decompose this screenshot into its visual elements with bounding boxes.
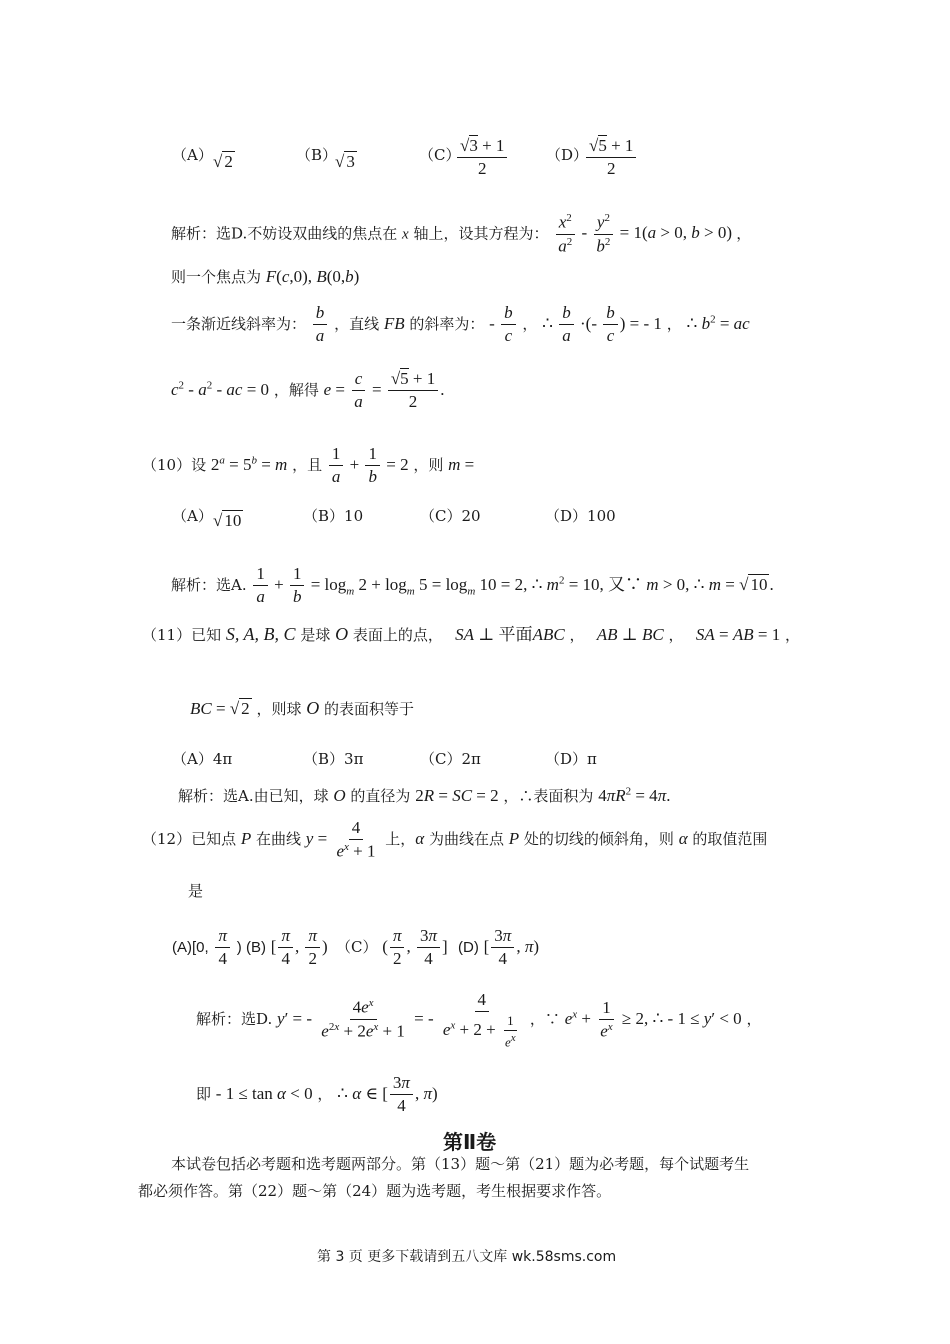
part-ii-paragraph-line2: 都必须作答。第（22）题～第（24）题为选考题，考生根据要求作答。 (138, 1182, 612, 1200)
q11-option-b: （B）3π (303, 750, 364, 768)
q11-solution: 解析：选A.由已知，球 O 的直径为 2R = SC = 2 ，∴表面积为 $4\pi R^2 = 4\pi$. (178, 785, 671, 805)
q9-option-a-label: （A） (172, 146, 213, 164)
q10-option-a-value: √ 10 (213, 511, 242, 530)
q9-option-c-value: $\frac{√3 + 1}{2}$ (455, 136, 509, 180)
q10-stem: （10）设 $2^a = 5^b = m$ ，且 $\frac{1}{a}$ + $\frac{1}{b}$ = 2 ，则 m = (142, 444, 475, 487)
part-ii-paragraph-line1: 本试卷包括必考题和选考题两部分。第（13）题～第（21）题为必考题，每个试题考生 (171, 1155, 750, 1173)
q9-option-b-label: （B） (296, 146, 338, 164)
q12-stem-line2: 是 (188, 882, 204, 900)
q11-option-c: （C）2π (420, 750, 481, 768)
q9-option-d-label: （D） (546, 146, 589, 164)
q9-option-b-value: √ 3 (335, 152, 355, 171)
q12-solution-line1: 解析：选D. y′ = - $\frac{4e^x}{e^{2x} + 2e^x + 1}$ = - 4 $e^x + 2$ + $\frac{1}{e^x}$ ，∵ $e^x$ + $\frac{1}{e^x}$ ≥ 2, ∴ - 1 ≤ y′ < 0 ， (196, 990, 762, 1050)
q11-stem-line2: BC = √ 2 ，则球 O 的表面积等于 (190, 698, 415, 718)
q11-stem-line1: （11）已知 S, A, B, C 是球 O 表面上的点， SA ⊥ 平面ABC ， AB ⊥ BC ， SA = AB = 1 ， (142, 624, 800, 644)
q10-option-d: （D）100 (545, 507, 616, 525)
q12-solution-line2: 即 - 1 ≤ tan α < 0 ， ∴ α ∈ [ $\frac{3\pi}{4}$ , π) (196, 1073, 438, 1116)
q10-option-a-label: （A） (172, 507, 213, 525)
q9-solution-line1: 解析：选D.不妨设双曲线的焦点在 x 轴上，设其方程为： $\frac{x^2}{a^2}$ - $\frac{y^2}{b^2}$ = 1(a > 0, b > 0) ， (171, 212, 752, 256)
q9-solution-line4: $c^2 - a^2$ - ac = 0 ，解得 e = $\frac{c}{a}$ = $\frac{√5 + 1}{2}$ . (171, 369, 445, 412)
q11-option-a: （A）4π (172, 750, 233, 768)
q9-solution-line3: 一条渐近线斜率为： $\frac{b}{a}$ ，直线 FB 的斜率为： - $\frac{b}{c}$ ， ∴ $\frac{b}{a}$ ·(- $\frac{b}{c}$ ) = - 1 ， ∴ $b^2$ = ac (171, 303, 750, 346)
q9-option-c-label: （C） (419, 146, 461, 164)
q12-option-d: (D) [ $\frac{3\pi}{4}$ , π) (458, 926, 540, 969)
q12-option-b: (B) [ $\frac{\pi}{4}$ , $\frac{\pi}{2}$ ) (246, 926, 328, 969)
q9-solution-line2: 则一个焦点为 F(c,0), B(0,b) (171, 267, 360, 286)
q11-option-d: （D）π (545, 750, 597, 768)
part-ii-heading: 第Ⅱ卷 (443, 1130, 497, 1154)
q9-option-a-value: √ 2 (213, 152, 233, 171)
q10-solution: 解析：选A. $\frac{1}{a}$ + $\frac{1}{b}$ = $\log_m 2 + \log_m 5 = \log_m 10 = 2$, ∴ $m^2 = 10$, 又∵ m > 0, ∴ m = √ 10 . (171, 564, 774, 607)
q10-option-b: （B）10 (303, 507, 364, 525)
q9-option-d-value: $\frac{√5 + 1}{2}$ (584, 136, 638, 180)
q12-option-c: （C） ( $\frac{\pi}{2}$ , $\frac{3\pi}{4}$ ] (336, 926, 448, 969)
q10-option-c: （C）20 (420, 507, 481, 525)
q12-option-a: (A)[0, $\frac{\pi}{4}$ ) (172, 926, 242, 969)
q12-stem-line1: （12）已知点 P 在曲线 y = $\frac{4}{e^x + 1}$ 上，α 为曲线在点 P 处的切线的倾斜角，则 α 的取值范围 (142, 818, 768, 862)
page-footer: 第 3 页 更多下载请到五八文库 wk.58sms.com (317, 1249, 617, 1265)
